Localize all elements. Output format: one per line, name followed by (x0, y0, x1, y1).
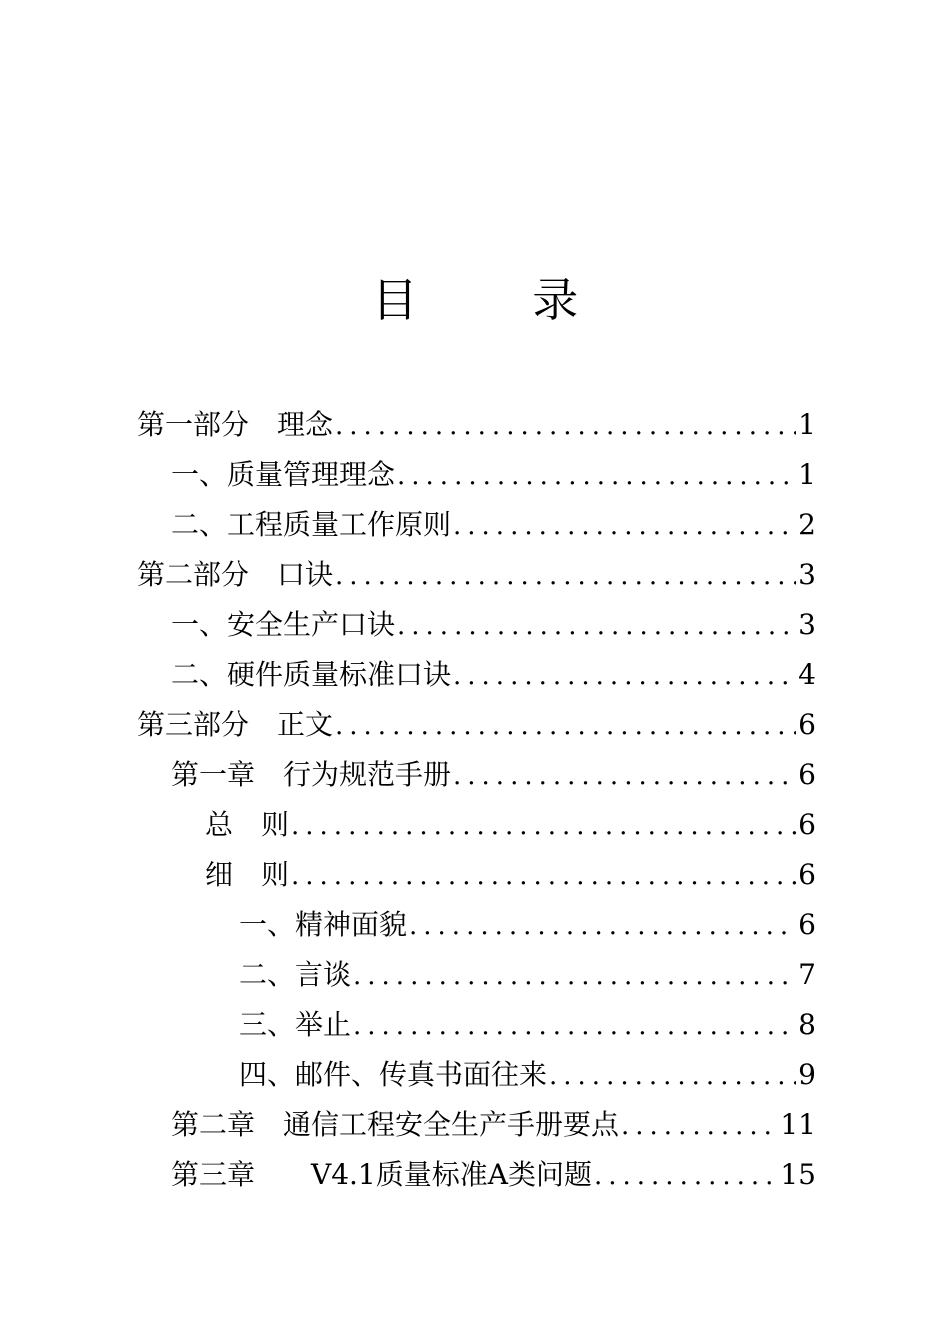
toc-entry-label: 第一章 行为规范手册 (171, 758, 452, 791)
toc-entry-chapter-3[interactable] (0, 1150, 950, 1200)
dot-leader (621, 1101, 778, 1151)
toc-entry-label: 总 则 (205, 808, 290, 841)
toc-entry-part-1[interactable] (0, 400, 950, 450)
toc-entry-safety-verses[interactable] (0, 600, 950, 650)
dot-leader (397, 601, 796, 651)
toc-entry-label: 第一部分 理念 (137, 408, 334, 441)
dot-leader (453, 751, 796, 801)
toc-entry-page: 3 (798, 608, 816, 641)
toc-entry-label: 二、工程质量工作原则 (171, 508, 452, 541)
toc-entry-chapter-1[interactable] (0, 750, 950, 800)
toc-entry-page: 11 (780, 1108, 816, 1141)
toc-entry-page: 8 (798, 1008, 816, 1041)
dot-leader (291, 801, 796, 851)
toc-entry-label: 二、硬件质量标准口诀 (171, 658, 452, 691)
toc-entry-detailed-rules[interactable] (0, 850, 950, 900)
dot-leader (409, 901, 796, 951)
toc-entry-page: 6 (798, 808, 816, 841)
dot-leader (594, 1151, 778, 1201)
dot-leader (335, 551, 796, 601)
toc-entry-page: 3 (798, 558, 816, 591)
toc-entry-quality-philosophy[interactable] (0, 450, 950, 500)
toc-entry-page: 6 (798, 708, 816, 741)
toc-entry-page: 6 (798, 908, 816, 941)
table-of-contents (0, 400, 950, 1200)
dot-leader (353, 951, 796, 1001)
toc-entry-part-2[interactable] (0, 550, 950, 600)
toc-entry-label: 四、邮件、传真书面往来 (239, 1058, 548, 1091)
toc-entry-label: 三、举止 (239, 1008, 352, 1041)
toc-entry-label: 一、安全生产口诀 (171, 608, 396, 641)
dot-leader (453, 501, 796, 551)
toc-entry-speech[interactable] (0, 950, 950, 1000)
toc-entry-appearance[interactable] (0, 900, 950, 950)
toc-entry-label: 第二部分 口诀 (137, 558, 334, 591)
toc-entry-label: 第三章 V4.1质量标准A类问题 (171, 1158, 592, 1191)
toc-entry-label: 一、质量管理理念 (171, 458, 396, 491)
toc-entry-general-rules[interactable] (0, 800, 950, 850)
dot-leader (335, 701, 796, 751)
toc-entry-hardware-verses[interactable] (0, 650, 950, 700)
toc-entry-page: 4 (798, 658, 816, 691)
toc-entry-label: 细 则 (205, 858, 290, 891)
dot-leader (397, 451, 796, 501)
dot-leader (353, 1001, 796, 1051)
dot-leader (291, 851, 796, 901)
toc-title: 目 录 (371, 273, 629, 327)
toc-entry-correspondence[interactable] (0, 1050, 950, 1100)
dot-leader (335, 401, 796, 451)
toc-entry-quality-principles[interactable] (0, 500, 950, 550)
toc-entry-part-3[interactable] (0, 700, 950, 750)
toc-entry-page: 7 (798, 958, 816, 991)
toc-entry-page: 9 (798, 1058, 816, 1091)
toc-entry-label: 第二章 通信工程安全生产手册要点 (171, 1108, 620, 1141)
toc-entry-label: 第三部分 正文 (137, 708, 334, 741)
toc-entry-page: 15 (780, 1158, 816, 1191)
toc-entry-page: 2 (798, 508, 816, 541)
toc-entry-label: 二、言谈 (239, 958, 352, 991)
dot-leader (549, 1051, 796, 1101)
dot-leader (453, 651, 796, 701)
toc-entry-page: 6 (798, 758, 816, 791)
toc-entry-label: 一、精神面貌 (239, 908, 408, 941)
toc-entry-behavior[interactable] (0, 1000, 950, 1050)
toc-entry-page: 1 (798, 458, 816, 491)
toc-entry-chapter-2[interactable] (0, 1100, 950, 1150)
toc-entry-page: 6 (798, 858, 816, 891)
toc-entry-page: 1 (798, 408, 816, 441)
